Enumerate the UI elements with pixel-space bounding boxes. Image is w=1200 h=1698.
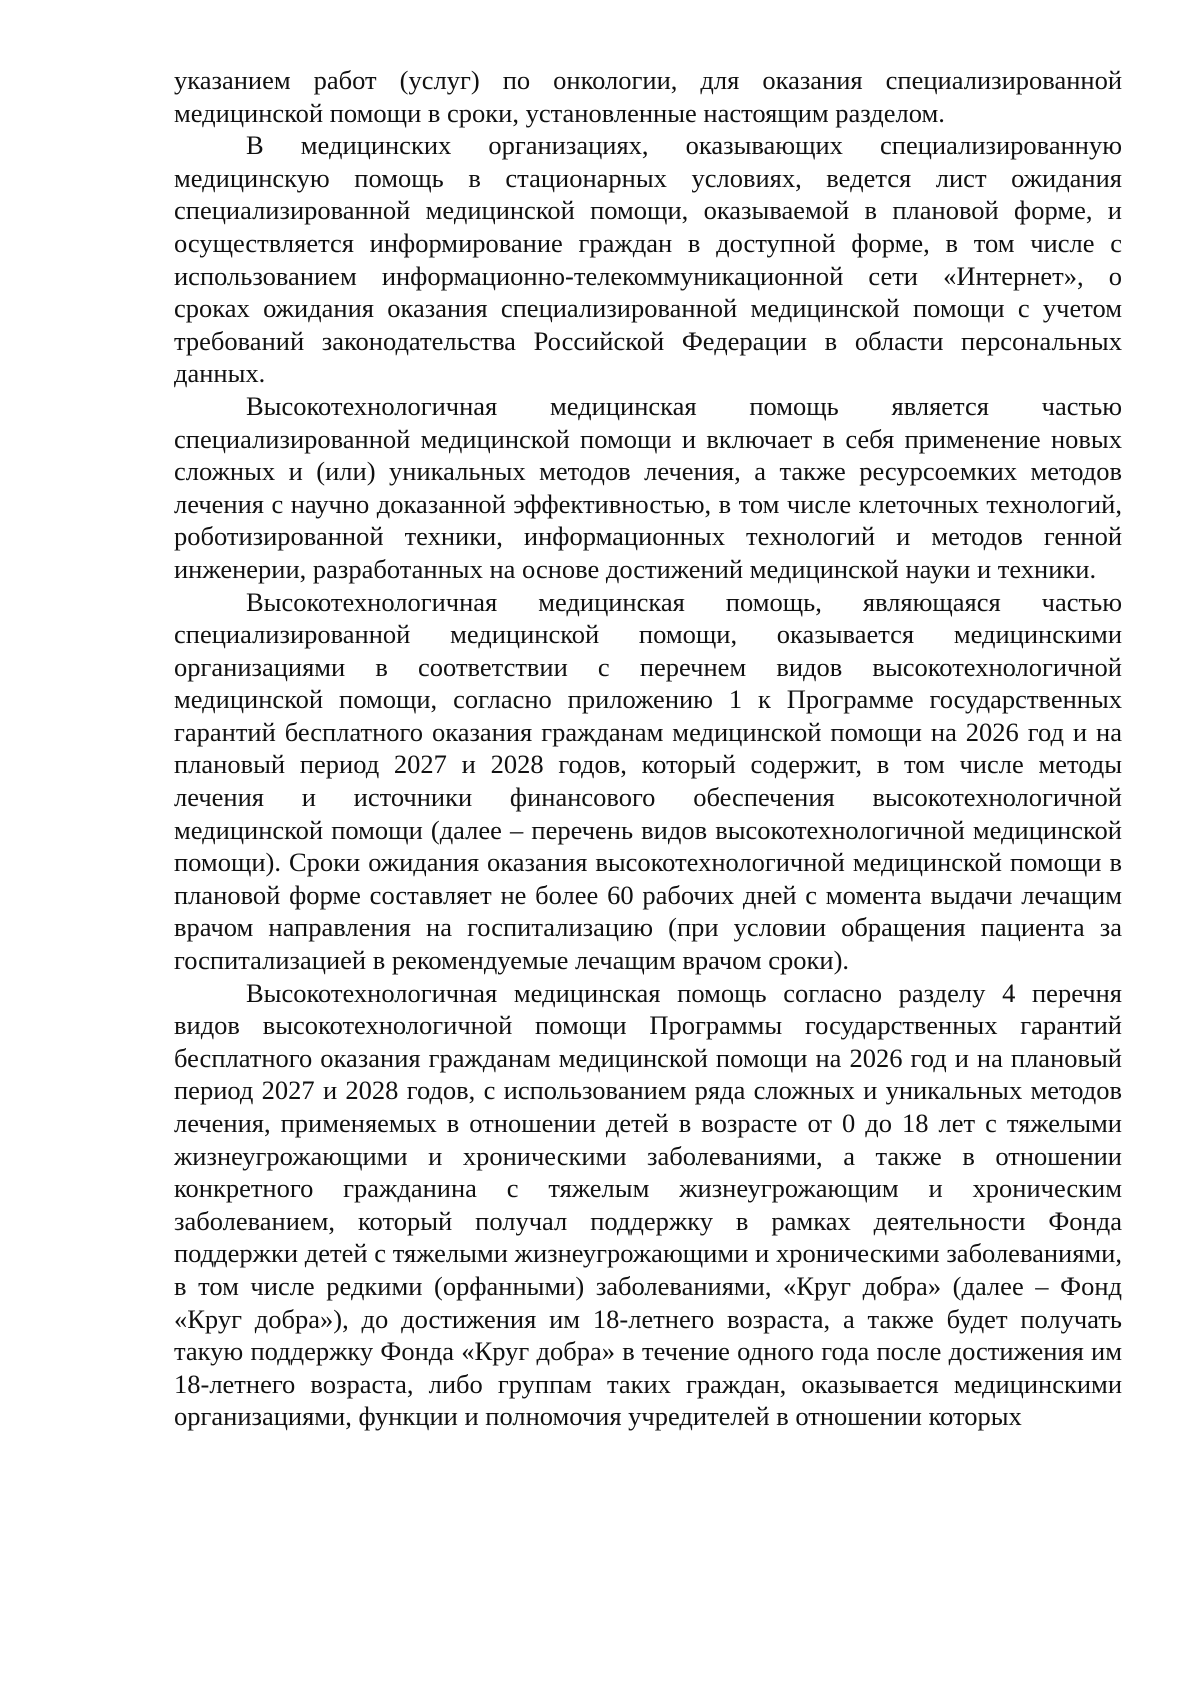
paragraph-hitech-definition: Высокотехнологичная медицинская помощь является частью специализированной медицинской помощи и включает в себя применение новых сложных и (или) уникальных методов лечения, а также ресурсоемких методов лечения с научно доказанной эффективностью, в том числе клеточных технологий, роботизированной техники, информационных технологий и методов генной инженерии, разработанных на основе достижений медицинской науки и техники.	[174, 390, 1122, 584]
paragraph-hitech-provision: Высокотехнологичная медицинская помощь, являющаяся частью специализированной медицинской помощи, оказывается медицинскими организациями в соответствии с перечнем видов высокотехнологичной медицинской помощи, согласно приложению 1 к Программе государственных гарантий бесплатного оказания гражданам медицинской помощи на 2026 год и на плановый период 2027 и 2028 годов, который содержит, в том числе методы лечения и источники финансового обеспечения высокотехнологичной медицинской помощи (далее – перечень видов высокотехнологичной медицинской помощи). Сроки ожидания оказания высокотехнологичной медицинской помощи в плановой форме составляет не более 60 рабочих дней с момента выдачи лечащим врачом направления на госпитализацию (при условии обращения пациента за госпитализацией в рекомендуемые лечащим врачом сроки).	[174, 586, 1122, 976]
paragraph-krug-dobra: Высокотехнологичная медицинская помощь согласно разделу 4 перечня видов высокотехнологичной помощи Программы государственных гарантий бесплатного оказания гражданам медицинской помощи на 2026 год и на плановый период 2027 и 2028 годов, с использованием ряда сложных и уникальных методов лечения, применяемых в отношении детей в возрасте от 0 до 18 лет с тяжелыми жизнеугрожающими и хроническими заболеваниями, а также в отношении конкретного гражданина с тяжелым жизнеугрожающим и хроническим заболеванием, который получал поддержку в рамках деятельности Фонда поддержки детей с тяжелыми жизнеугрожающими и хроническими заболеваниями, в том числе редкими (орфанными) заболеваниями, «Круг добра» (далее – Фонд «Круг добра»), до достижения им 18-летнего возраста, а также будет получать такую поддержку Фонда «Круг добра» в течение одного года после достижения им 18-летнего возраста, либо группам таких граждан, оказывается медицинскими организациями, функции и полномочия учредителей в отношении которых	[174, 977, 1122, 1432]
paragraph-continuation: указанием работ (услуг) по онкологии, для оказания специализированной медицинской помощи в сроки, установленные настоящим разделом.	[174, 65, 1122, 128]
document-body	[174, 64, 1122, 1433]
paragraph-waiting-list: В медицинских организациях, оказывающих специализированную медицинскую помощь в стационарных условиях, ведется лист ожидания специализированной медицинской помощи, оказываемой в плановой форме, и осуществляется информирование граждан в доступной форме, в том числе с использованием информационно-телекоммуникационной сети «Интернет», о сроках ожидания оказания специализированной медицинской помощи с учетом требований законодательства Российской Федерации в области персональных данных.	[174, 130, 1122, 389]
